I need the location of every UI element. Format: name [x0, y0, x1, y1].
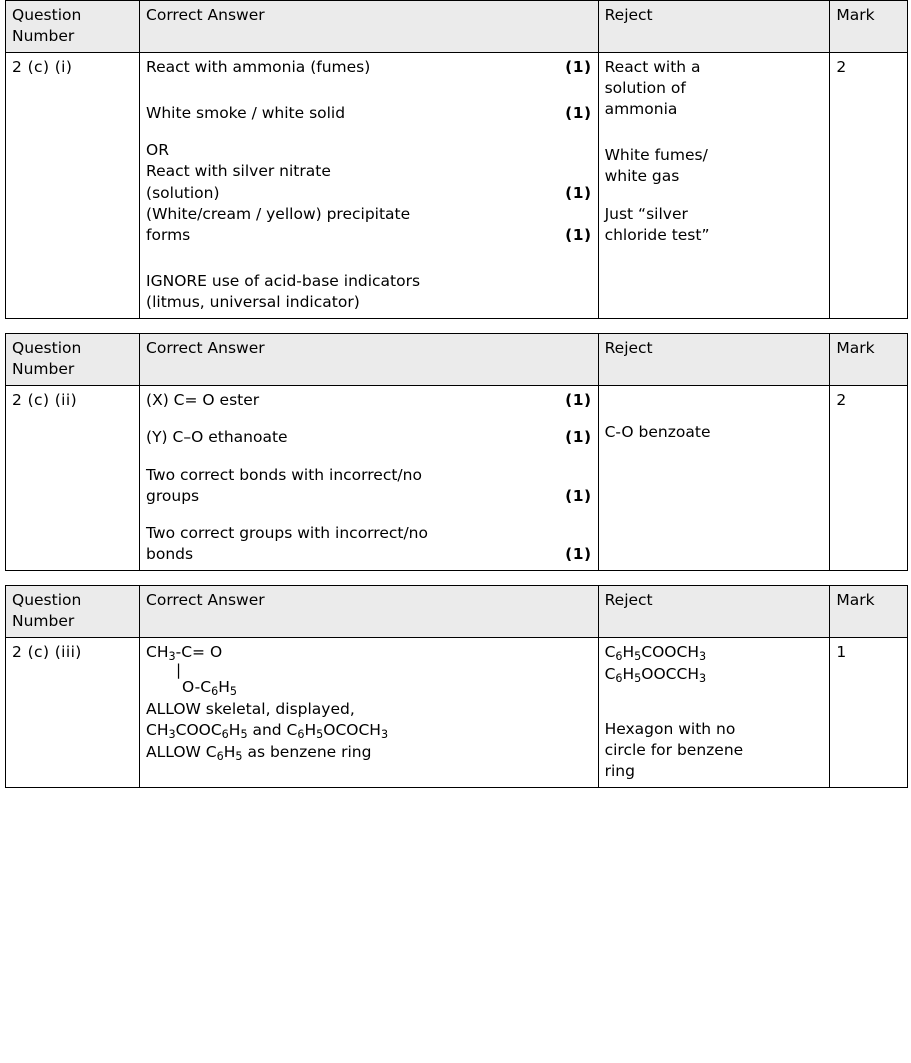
cell-reject	[598, 53, 830, 319]
header-question-line2: Number	[12, 359, 75, 378]
spacer	[605, 137, 824, 146]
answer-text: OR	[146, 141, 170, 160]
spacer	[605, 390, 824, 406]
header-reject: Reject	[598, 333, 830, 385]
cell-question-number: 2 (c) (i)	[6, 53, 140, 319]
spacer	[146, 78, 592, 94]
header-reject: Reject	[598, 586, 830, 638]
answer-mark: (1)	[565, 545, 592, 564]
spacer	[146, 448, 592, 464]
table-row	[6, 53, 908, 319]
answer-text: (White/cream / yellow) precipitate	[146, 204, 411, 223]
reject-line: C-O benzoate	[604, 423, 711, 442]
answer-mark: (1)	[565, 486, 592, 505]
cell-question-number: 2 (c) (iii)	[6, 638, 140, 788]
spacer	[605, 702, 824, 718]
answer-text: bonds	[146, 545, 194, 564]
header-correct-answer: Correct Answer	[140, 333, 599, 385]
cell-mark: 2	[830, 53, 908, 319]
header-mark: Mark	[830, 333, 908, 385]
header-question-line2: Number	[12, 27, 75, 46]
reject-line: solution of	[604, 79, 686, 98]
spacer	[605, 406, 824, 422]
answer-text: IGNORE use of acid-base indicators	[146, 271, 421, 290]
answer-text: Two correct bonds with incorrect/no	[146, 465, 422, 484]
header-correct-answer: Correct Answer	[140, 586, 599, 638]
answer-line	[146, 465, 592, 486]
cell-correct-answer	[140, 638, 599, 788]
spacer	[146, 262, 592, 271]
cell-reject	[598, 385, 830, 570]
answer-line	[146, 57, 592, 78]
answer-text: groups	[146, 486, 200, 505]
answer-mark: (1)	[565, 428, 592, 447]
answer-mark: (1)	[565, 104, 592, 123]
mark-scheme-table-2ciii	[5, 585, 908, 788]
table-header-2ciii	[6, 586, 908, 638]
spacer	[605, 686, 824, 702]
table-row	[6, 385, 908, 570]
table-header-2ci	[6, 1, 908, 53]
answer-text: React with silver nitrate	[146, 162, 331, 181]
answer-line	[146, 523, 592, 544]
answer-text: (solution)	[146, 183, 220, 202]
reject-line: React with a	[604, 58, 701, 77]
answer-text: (Y) C–O ethanoate	[146, 428, 288, 447]
answer-line	[146, 544, 592, 565]
reject-line: circle for benzene	[604, 740, 744, 759]
header-correct-answer: Correct Answer	[140, 1, 599, 53]
spacer	[146, 246, 592, 262]
answer-line	[146, 486, 592, 507]
reject-line: Just “silver	[604, 204, 688, 223]
answer-line	[146, 292, 592, 313]
header-question-line2: Number	[12, 612, 75, 631]
mark-scheme-table-2ci	[5, 0, 908, 319]
cell-correct-answer	[140, 53, 599, 319]
allow-line-3: ALLOW $C_6H_5$ as benzene ring	[146, 742, 372, 763]
spacer	[146, 411, 592, 427]
structure-bond-line: |	[176, 661, 182, 680]
allow-line-2: $CH_3COOC_6H_5$ and $C_6H_5OCOCH_3$	[146, 721, 389, 741]
answer-mark: (1)	[565, 58, 592, 77]
cell-reject	[598, 638, 830, 788]
header-question-number	[6, 333, 140, 385]
answer-line	[146, 390, 592, 411]
header-mark: Mark	[830, 586, 908, 638]
cell-correct-answer	[140, 385, 599, 570]
mark-scheme-table-2cii	[5, 333, 908, 571]
allow-line-1: ALLOW skeletal, displayed,	[146, 699, 355, 718]
spacer	[146, 507, 592, 523]
reject-formula-1: $C_6H_5COOCH_3$	[604, 643, 707, 664]
answer-line	[146, 427, 592, 448]
spacer	[605, 120, 824, 136]
header-question-line1: Question	[12, 338, 82, 357]
reject-line: Hexagon with no	[604, 719, 736, 738]
answer-text: (litmus, universal indicator)	[146, 292, 360, 311]
reject-line: ammonia	[604, 100, 678, 119]
table-row	[6, 638, 908, 788]
answer-text: (X) C= O ester	[146, 390, 260, 409]
answer-mark: (1)	[565, 390, 592, 409]
structure-line-2: $O-C_6H_5$	[182, 677, 237, 698]
answer-line	[146, 103, 592, 124]
answer-mark: (1)	[565, 225, 592, 244]
answer-mark: (1)	[565, 183, 592, 202]
header-question-number	[6, 1, 140, 53]
header-mark: Mark	[830, 1, 908, 53]
answer-line	[146, 225, 592, 246]
header-question-number	[6, 586, 140, 638]
spacer	[146, 95, 592, 104]
answer-line	[146, 140, 592, 161]
answer-line	[146, 161, 592, 182]
reject-line: ring	[604, 761, 635, 780]
table-header-2cii	[6, 333, 908, 385]
reject-line: white gas	[604, 167, 680, 186]
answer-line	[146, 183, 592, 204]
spacer	[146, 124, 592, 140]
cell-question-number: 2 (c) (ii)	[6, 385, 140, 570]
header-row	[6, 333, 908, 385]
answer-text: React with ammonia (fumes)	[146, 58, 371, 77]
answer-text: Two correct groups with incorrect/no	[146, 523, 428, 542]
header-row	[6, 1, 908, 53]
answer-line	[146, 271, 592, 292]
answer-text: White smoke / white solid	[146, 104, 346, 123]
reject-line: White fumes/	[604, 146, 708, 165]
spacer	[605, 187, 824, 203]
header-reject: Reject	[598, 1, 830, 53]
cell-mark: 2	[830, 385, 908, 570]
reject-formula-2: $C_6H_5OOCCH_3$	[604, 665, 707, 685]
cell-mark: 1	[830, 638, 908, 788]
header-question-line1: Question	[12, 591, 82, 610]
reject-line: chloride test”	[604, 225, 710, 244]
answer-text: forms	[146, 225, 191, 244]
structure-line-1: $CH_3-C= O$	[146, 643, 223, 664]
header-row	[6, 586, 908, 638]
header-question-line1: Question	[12, 6, 82, 24]
answer-line	[146, 204, 592, 225]
